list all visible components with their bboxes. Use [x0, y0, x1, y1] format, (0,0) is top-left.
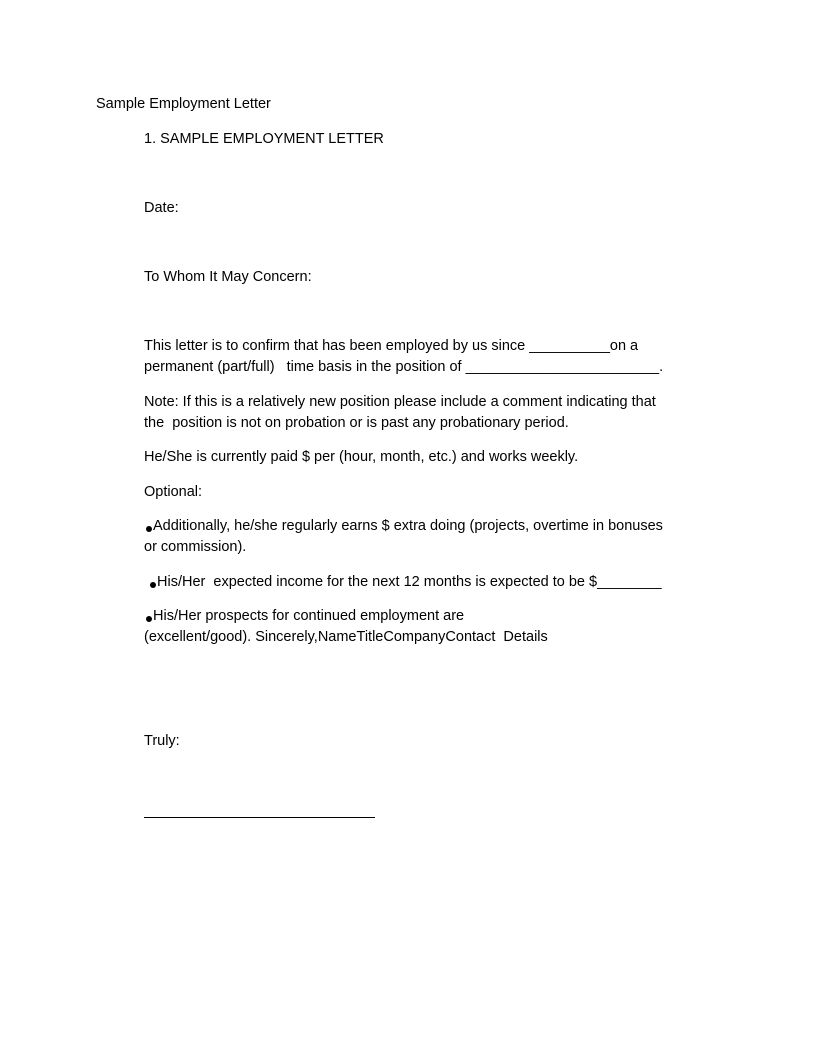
bullet-item: [144, 606, 714, 648]
date-label: Date:: [144, 200, 179, 216]
bullet-text: His/Her prospects for continued employment are: [153, 608, 465, 624]
document-title: Sample Employment Letter: [96, 96, 271, 112]
note-line-2: the position is not on probation or is past any probationary period.: [144, 415, 569, 431]
bullet-text: Additionally, he/she regularly earns $ extra doing (projects, overtime in bonuses: [153, 518, 663, 534]
confirmation-line-2: permanent (part/full) time basis in the position of ________________________.: [144, 359, 664, 375]
signature-line: [144, 817, 375, 818]
bullet-continuation: (excellent/good). Sincerely,NameTitleCompanyContact Details: [144, 629, 548, 645]
note-paragraph: [144, 392, 714, 434]
confirmation-line-1: This letter is to confirm that has been employed by us since __________on a: [144, 338, 639, 354]
greeting: To Whom It May Concern:: [144, 269, 312, 285]
bullet-continuation: or commission).: [144, 539, 247, 555]
bullet-icon: [146, 526, 152, 532]
pay-paragraph: [144, 447, 714, 468]
bullet-line: [144, 516, 714, 537]
bullet-item: [144, 516, 714, 558]
bullet-line: [144, 572, 714, 593]
optional-label: Optional:: [144, 484, 203, 500]
pay-line: He/She is currently paid $ per (hour, month, etc.) and works weekly.: [144, 449, 579, 465]
note-line-1: Note: If this is a relatively new position please include a comment indicating that: [144, 394, 656, 410]
confirmation-paragraph: [144, 336, 714, 378]
closing: Truly:: [144, 733, 180, 749]
letter-heading: 1. SAMPLE EMPLOYMENT LETTER: [144, 131, 384, 147]
bullet-line: [144, 606, 714, 627]
bullet-item: [144, 572, 714, 593]
bullet-text: His/Her expected income for the next 12 months is expected to be $________: [157, 574, 662, 590]
bullet-icon: [146, 616, 152, 622]
bullet-icon: [150, 582, 156, 588]
